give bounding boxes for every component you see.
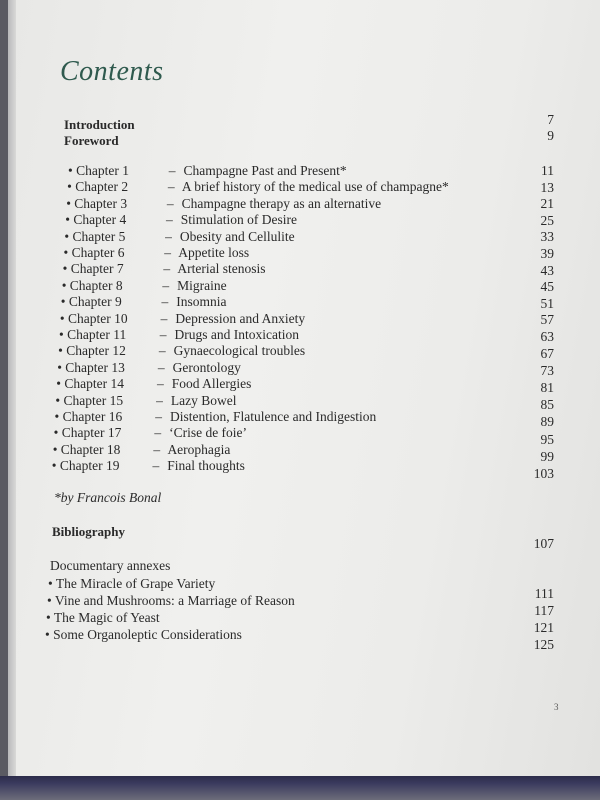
chapter-page: 57 <box>540 312 554 328</box>
bullet-icon: • <box>60 294 66 310</box>
bullet-icon: • <box>63 245 69 260</box>
chapter-page: 81 <box>540 380 554 395</box>
chapter-title: Obesity and Cellulite <box>179 228 295 244</box>
chapter-number: Chapter 14 <box>64 376 125 392</box>
dash-separator: – <box>154 425 162 441</box>
bullet-icon: • <box>53 425 59 441</box>
bullet-icon: • <box>66 195 71 211</box>
chapter-title: Gerontology <box>172 359 241 375</box>
chapter-entry <box>55 409 377 425</box>
chapter-number: Chapter 8 <box>69 277 123 293</box>
chapter-entry <box>56 376 251 392</box>
chapter-page: 39 <box>540 246 554 261</box>
chapter-number: Chapter 7 <box>70 261 124 277</box>
page-number: 3 <box>554 702 559 712</box>
chapter-entry <box>57 360 241 376</box>
chapter-number: Chapter 3 <box>74 195 128 211</box>
annex-page: 111 <box>534 586 554 601</box>
chapter-title: Distention, Flatulence and Indigestion <box>169 409 377 424</box>
bullet-icon: • <box>51 458 57 474</box>
chapter-entry <box>61 294 227 310</box>
chapter-entry <box>65 212 297 228</box>
dash-separator: – <box>157 376 164 392</box>
annex-entry <box>46 610 160 626</box>
chapter-page: 11 <box>541 163 554 178</box>
bullet-icon: • <box>68 163 73 178</box>
chapter-entry <box>67 179 449 195</box>
chapter-title: Food Allergies <box>171 376 252 392</box>
bullet-icon: • <box>61 277 67 293</box>
chapter-page: 51 <box>540 295 554 311</box>
chapter-number: Chapter 1 <box>76 163 129 178</box>
bullet-icon: • <box>55 392 61 408</box>
dash-separator: – <box>166 195 174 211</box>
intro-label: Introduction <box>64 117 135 132</box>
dash-separator: – <box>152 458 160 474</box>
bullet-icon: • <box>45 627 50 642</box>
chapter-title: Depression and Anxiety <box>175 310 306 326</box>
chapter-entry <box>54 425 247 441</box>
foreword-page: 9 <box>547 128 554 143</box>
bullet-icon: • <box>54 409 60 424</box>
bullet-icon: • <box>64 228 70 244</box>
bibliography-page: 107 <box>533 536 554 551</box>
chapter-number: Chapter 13 <box>65 359 125 375</box>
chapter-title: Lazy Bowel <box>170 392 237 408</box>
chapter-entry <box>52 458 245 474</box>
dash-separator: – <box>157 359 165 375</box>
annex-entry <box>48 576 215 592</box>
chapter-page: 63 <box>540 329 554 344</box>
dash-separator: – <box>160 310 168 326</box>
annex-title: Vine and Mushrooms: a Marriage of Reason <box>54 593 295 608</box>
chapter-page: 21 <box>540 196 554 212</box>
annex-title: The Magic of Yeast <box>53 610 160 625</box>
chapter-number: Chapter 6 <box>71 245 125 260</box>
chapter-title: Appetite loss <box>178 245 250 260</box>
bullet-icon: • <box>47 593 52 608</box>
chapter-number: Chapter 15 <box>63 392 124 408</box>
chapter-number: Chapter 16 <box>62 409 123 424</box>
annex-title: Some Organoleptic Considerations <box>53 627 242 642</box>
bullet-icon: • <box>52 441 58 457</box>
chapter-entry <box>63 261 266 277</box>
annex-page: 117 <box>534 603 554 618</box>
chapter-page: 13 <box>540 179 554 195</box>
chapter-title: Insomnia <box>176 294 227 310</box>
dash-separator: – <box>153 441 161 457</box>
chapter-page: 99 <box>540 448 554 464</box>
dash-separator: – <box>164 245 171 260</box>
book-cover-edge <box>0 776 600 800</box>
dash-separator: – <box>161 294 169 310</box>
annex-page: 125 <box>533 637 554 652</box>
bullet-icon: • <box>67 179 72 195</box>
chapter-entry <box>64 229 294 245</box>
chapter-number: Chapter 18 <box>60 441 121 457</box>
bullet-icon: • <box>59 327 64 342</box>
bullet-icon: • <box>62 261 68 277</box>
dash-separator: – <box>155 409 162 424</box>
page-title: Contents <box>60 56 164 87</box>
footnote: *by Francois Bonal <box>54 490 162 505</box>
chapter-entry <box>53 442 231 458</box>
chapter-page: 103 <box>533 466 554 481</box>
dash-separator: – <box>166 212 173 228</box>
dash-separator: – <box>159 327 167 342</box>
chapter-number: Chapter 9 <box>68 294 122 310</box>
book-page <box>8 0 600 776</box>
dash-separator: – <box>168 163 176 178</box>
dash-separator: – <box>167 179 175 195</box>
annex-entry <box>45 627 242 643</box>
intro-page: 7 <box>547 112 554 127</box>
chapter-number: Chapter 17 <box>61 425 122 441</box>
chapter-page: 67 <box>540 345 554 361</box>
chapter-page: 43 <box>540 262 554 278</box>
bullet-icon: • <box>59 310 65 326</box>
chapter-number: Chapter 12 <box>66 343 126 359</box>
chapter-number: Chapter 2 <box>75 179 129 195</box>
bibliography-label: Bibliography <box>52 524 125 539</box>
chapter-entry <box>62 278 227 294</box>
chapter-page: 89 <box>540 414 554 430</box>
chapter-title: Champagne therapy as an alternative <box>181 195 382 211</box>
bullet-icon: • <box>65 212 71 228</box>
chapter-entry <box>58 343 305 359</box>
chapter-page: 25 <box>540 212 554 228</box>
chapter-number: Chapter 19 <box>59 458 120 474</box>
chapter-title: Drugs and Intoxication <box>174 327 299 342</box>
chapter-title: A brief history of the medical use of champagne* <box>181 179 449 195</box>
annex-page: 121 <box>533 620 554 635</box>
chapter-page: 45 <box>540 279 554 295</box>
chapter-entry <box>64 245 250 261</box>
chapter-entry <box>68 163 347 179</box>
chapter-page: 95 <box>540 431 554 447</box>
bullet-icon: • <box>57 359 62 375</box>
chapter-title: Gynaecological troubles <box>173 343 306 359</box>
chapter-entry <box>66 196 381 212</box>
chapter-entry <box>60 311 305 327</box>
chapter-title: Migraine <box>177 277 227 293</box>
dash-separator: – <box>163 261 171 277</box>
chapter-number: Chapter 10 <box>68 310 128 326</box>
chapter-title: Arterial stenosis <box>177 261 266 277</box>
bullet-icon: • <box>48 576 53 591</box>
chapter-number: Chapter 5 <box>72 228 126 244</box>
chapter-title: Aerophagia <box>167 441 231 457</box>
chapter-title: ‘Crise de foie’ <box>169 425 248 441</box>
annex-title: The Miracle of Grape Variety <box>55 576 216 591</box>
page-spine-edge <box>8 0 16 776</box>
dash-separator: – <box>158 343 166 359</box>
chapter-title: Final thoughts <box>167 458 245 474</box>
annexes-heading: Documentary annexes <box>50 558 171 573</box>
chapter-entry <box>59 327 299 343</box>
annex-entry <box>47 593 295 609</box>
bullet-icon: • <box>56 376 62 392</box>
dash-separator: – <box>162 277 170 293</box>
chapter-page: 73 <box>540 362 554 378</box>
chapter-entry <box>55 393 236 409</box>
chapter-number: Chapter 4 <box>73 212 127 228</box>
chapter-number: Chapter 11 <box>67 327 127 342</box>
bullet-icon: • <box>46 610 51 625</box>
chapter-title: Stimulation of Desire <box>180 212 298 228</box>
dash-separator: – <box>156 392 163 408</box>
chapter-page: 33 <box>540 229 554 245</box>
bullet-icon: • <box>58 343 63 359</box>
foreword-label: Foreword <box>64 133 119 148</box>
chapter-page: 85 <box>540 397 554 413</box>
chapter-title: Champagne Past and Present* <box>183 163 347 178</box>
dash-separator: – <box>165 228 172 244</box>
